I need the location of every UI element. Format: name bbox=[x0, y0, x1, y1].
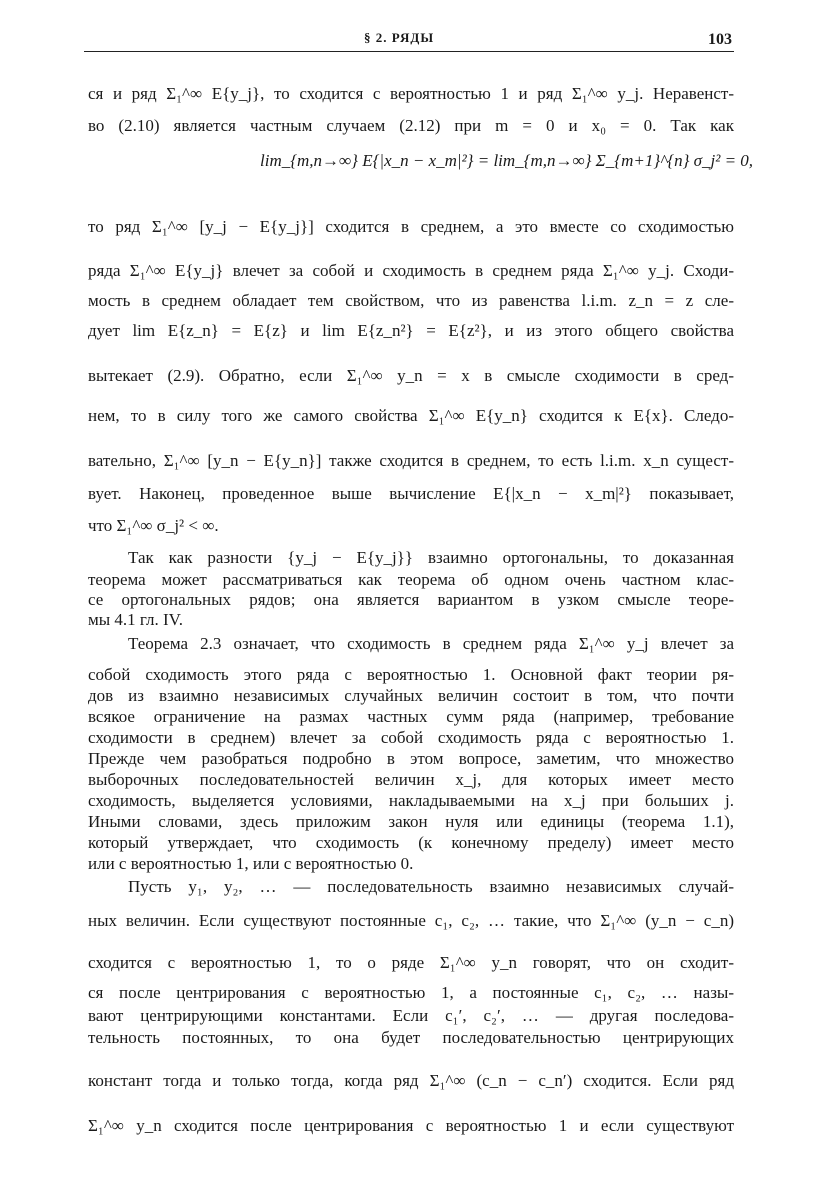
text-line: дует lim E{z_n} = E{z} и lim E{z_n²} = E{z²}, и из этого общего свойства bbox=[88, 321, 734, 340]
header-rule bbox=[84, 51, 734, 52]
text-line: Так как разности {y_j − E{y_j}} взаимно ортогональны, то доказанная bbox=[128, 548, 734, 567]
text-line: собой сходимость этого ряда с вероятностью 1. Основной факт теории ря- bbox=[88, 665, 734, 684]
text-line: ся и ряд Σ₁^∞ E{y_j}, то сходится с вероятностью 1 и ряд Σ₁^∞ y_j. Неравенст- bbox=[88, 84, 734, 103]
display-formula: lim_{m,n→∞} E{|x_n − x_m|²} = lim_{m,n→∞} Σ_{m+1}^{n} σ_j² = 0, bbox=[260, 151, 754, 170]
text-line: ся после центрирования с вероятностью 1, а постоянные c₁, c₂, … назы- bbox=[88, 983, 734, 1002]
page-number: 103 bbox=[708, 31, 732, 48]
text-line: то ряд Σ₁^∞ [y_j − E{y_j}] сходится в среднем, а это вместе со сходимостью bbox=[88, 217, 734, 236]
text-line: вают центрирующими константами. Если c₁′, c₂′, … — другая последова- bbox=[88, 1006, 734, 1025]
text-line: вательно, Σ₁^∞ [y_n − E{y_n}] также сходится в среднем, то есть l.i.m. x_n сущест- bbox=[88, 451, 734, 470]
text-line: выборочных последовательностей величин x_j, для которых имеет место bbox=[88, 770, 734, 789]
text-line: тельность постоянных, то она будет последовательностью центрирующих bbox=[88, 1028, 734, 1047]
text-line: что Σ₁^∞ σ_j² < ∞. bbox=[88, 516, 219, 535]
text-line: ряда Σ₁^∞ E{y_j} влечет за собой и сходимость в среднем ряда Σ₁^∞ y_j. Сходи- bbox=[88, 261, 734, 280]
text-line: ных величин. Если существуют постоянные c₁, c₂, … такие, что Σ₁^∞ (y_n − c_n) bbox=[88, 911, 734, 930]
text-line: или с вероятностью 1, или с вероятностью 0. bbox=[88, 854, 414, 873]
text-line: Теорема 2.3 означает, что сходимость в среднем ряда Σ₁^∞ y_j влечет за bbox=[128, 634, 734, 653]
text-line: Пусть y₁, y₂, … — последовательность взаимно независимых случай- bbox=[128, 877, 734, 896]
text-line: сходится с вероятностью 1, то о ряде Σ₁^∞ y_n говорят, что он сходит- bbox=[88, 953, 734, 972]
text-line: се ортогональных рядов; она является вариантом в узком смысле теоре- bbox=[88, 590, 734, 609]
text-line: во (2.10) является частным случаем (2.12) при m = 0 и x₀ = 0. Так как bbox=[88, 116, 734, 135]
text-line: Σ₁^∞ y_n сходится после центрирования с вероятностью 1 и если существуют bbox=[88, 1116, 734, 1135]
text-line: нем, то в силу того же самого свойства Σ₁^∞ E{y_n} сходится к E{x}. Следо- bbox=[88, 406, 734, 425]
text-line: теорема может рассматриваться как теорема об одном очень частном клас- bbox=[88, 570, 734, 589]
text-line: всякое ограничение на размах частных сумм ряда (например, требование bbox=[88, 707, 734, 726]
text-line: вытекает (2.9). Обратно, если Σ₁^∞ y_n = x в смысле сходимости в сред- bbox=[88, 366, 734, 385]
text-line: Иными словами, здесь приложим закон нуля или единицы (теорема 1.1), bbox=[88, 812, 734, 831]
text-line: мость в среднем обладает тем свойством, что из равенства l.i.m. z_n = z сле- bbox=[88, 291, 734, 310]
text-line: мы 4.1 гл. IV. bbox=[88, 610, 184, 629]
text-line: вует. Наконец, проведенное выше вычисление E{|x_n − x_m|²} показывает, bbox=[88, 484, 734, 503]
text-line: дов из взаимно независимых случайных величин состоит в том, что почти bbox=[88, 686, 734, 705]
page-header bbox=[84, 28, 734, 50]
text-line: который утверждает, что сходимость (к конечному пределу) имеет место bbox=[88, 833, 734, 852]
section-title: § 2. РЯДЫ bbox=[364, 30, 435, 45]
text-line: Прежде чем разобраться подробно в этом вопросе, заметим, что множество bbox=[88, 749, 734, 768]
text-line: сходимости в среднем) влечет за собой сходимость ряда с вероятностью 1. bbox=[88, 728, 734, 747]
text-line: констант тогда и только тогда, когда ряд Σ₁^∞ (c_n − c_n′) сходится. Если ряд bbox=[88, 1071, 734, 1090]
text-line: сходимость, выделяется условиями, накладываемыми на x_j при больших j. bbox=[88, 791, 734, 810]
